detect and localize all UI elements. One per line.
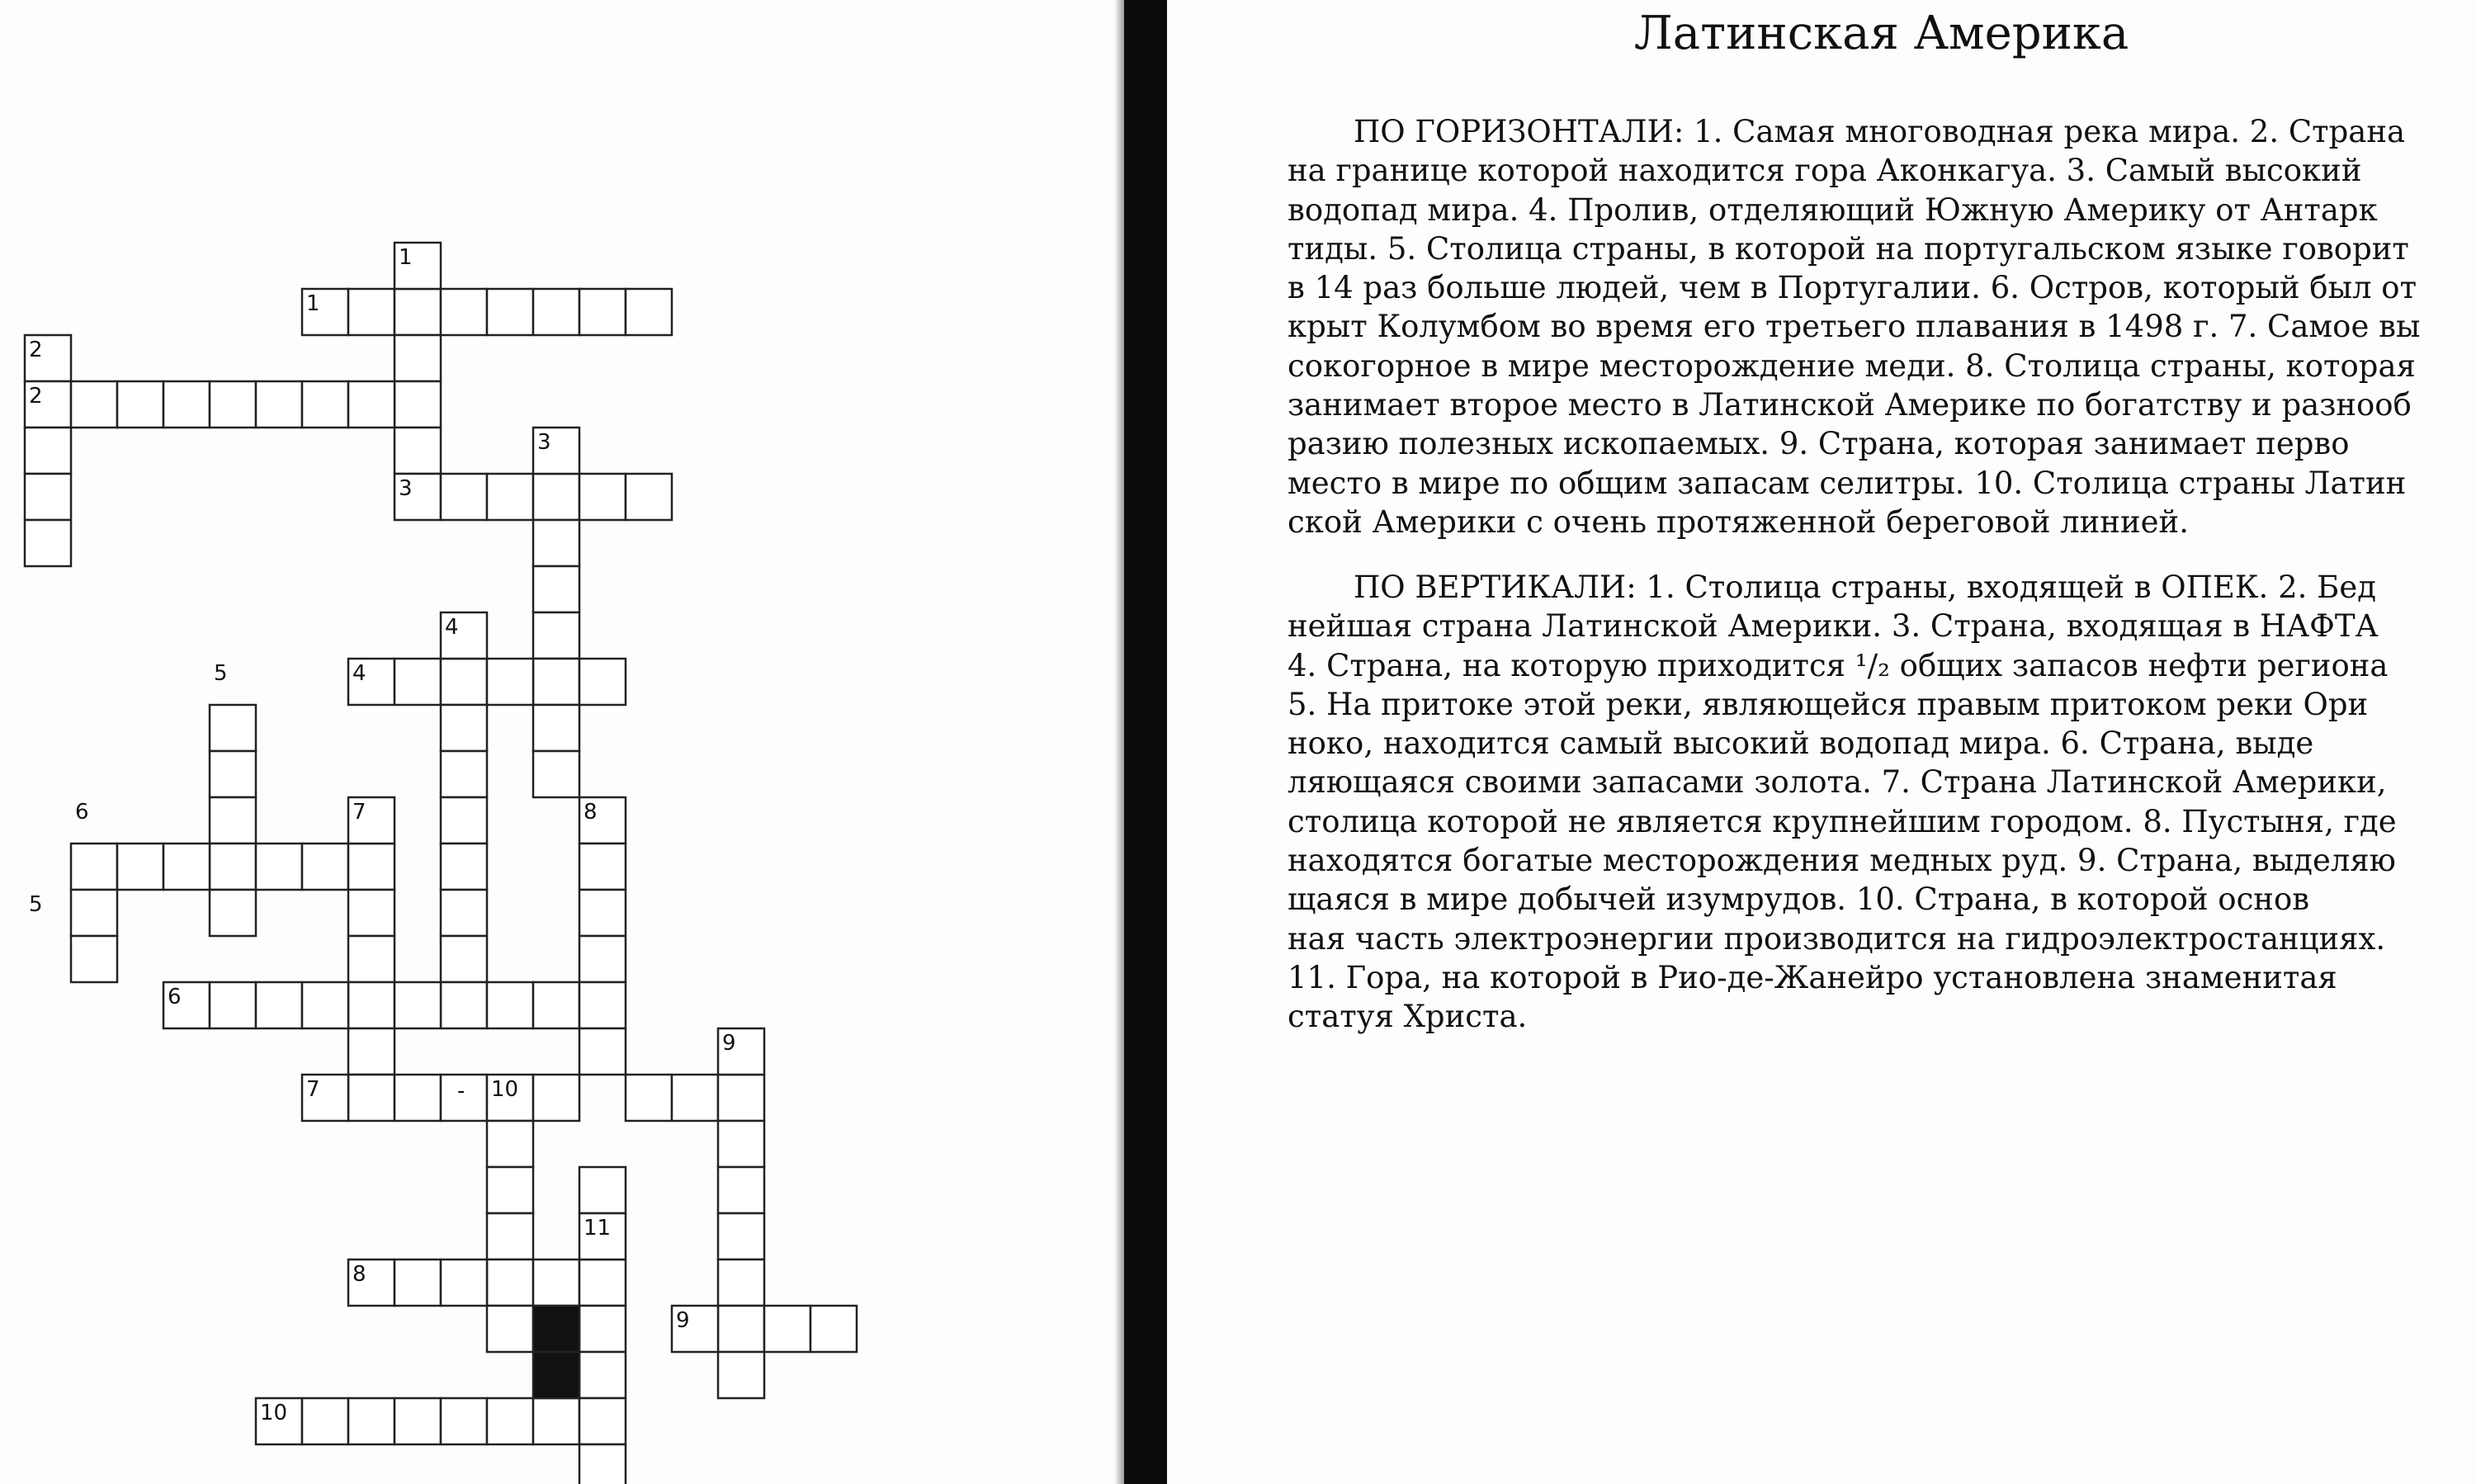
clue-number: 9	[676, 1308, 690, 1333]
page-shadow	[1114, 0, 1124, 1484]
crossword-cell[interactable]	[348, 381, 395, 428]
crossword-cell[interactable]	[441, 936, 487, 982]
crossword-cell[interactable]	[348, 289, 395, 335]
across-clue-line: на границе которой находится гора Аконкагуа. 3. Самый высокий	[1288, 153, 2362, 189]
crossword-cell[interactable]	[302, 381, 348, 428]
crossword-cell[interactable]	[533, 705, 579, 751]
crossword-cell[interactable]	[718, 1352, 764, 1398]
crossword-cell[interactable]	[718, 1167, 764, 1213]
crossword-cell[interactable]	[533, 982, 579, 1028]
crossword-cell[interactable]	[395, 289, 441, 335]
across-clue-line: разию полезных ископаемых. 9. Страна, которая занимает перво	[1288, 426, 2350, 462]
crossword-cell[interactable]	[348, 936, 395, 982]
crossword-cell[interactable]	[441, 751, 487, 797]
crossword-cell[interactable]	[718, 1121, 764, 1167]
crossword-cell[interactable]	[210, 705, 256, 751]
crossword-cell[interactable]	[395, 428, 441, 474]
crossword-cell[interactable]	[487, 659, 533, 705]
crossword-cell[interactable]	[71, 936, 117, 982]
crossword-cell[interactable]	[302, 982, 348, 1028]
crossword-cell[interactable]	[441, 705, 487, 751]
crossword-cell[interactable]	[579, 936, 626, 982]
crossword-cell[interactable]	[441, 474, 487, 520]
crossword-cell[interactable]	[533, 289, 579, 335]
crossword-cell[interactable]	[256, 844, 302, 890]
across-clue-line: ПО ГОРИЗОНТАЛИ: 1. Самая многоводная река мира. 2. Страна	[1354, 114, 2406, 149]
crossword-cell[interactable]	[210, 890, 256, 936]
crossword-cell[interactable]	[441, 289, 487, 335]
crossword-cell[interactable]	[395, 659, 441, 705]
crossword-cell[interactable]	[626, 474, 672, 520]
clue-number: 6	[75, 800, 89, 825]
crossword-cell[interactable]	[71, 844, 117, 890]
crossword-cell[interactable]	[579, 982, 626, 1028]
across-clue-line: тиды. 5. Столица страны, в которой на португальском языке говорит	[1288, 230, 2409, 267]
crossword-cell[interactable]	[256, 381, 302, 428]
crossword-cell[interactable]	[487, 1398, 533, 1444]
crossword-cell[interactable]	[533, 751, 579, 797]
crossword-cell[interactable]	[487, 1260, 533, 1306]
crossword-cell[interactable]	[348, 1028, 395, 1075]
clue-number: 11	[584, 1216, 612, 1241]
down-clue-line: ПО ВЕРТИКАЛИ: 1. Столица страны, входящей в ОПЕК. 2. Бед	[1354, 569, 2376, 605]
crossword-cell[interactable]	[348, 1075, 395, 1121]
across-clue-line: сокогорное в мире месторождение меди. 8. Столица страны, которая	[1288, 347, 2416, 384]
crossword-cell[interactable]	[579, 659, 626, 705]
clue-number: 7	[352, 800, 366, 825]
crossword-cell[interactable]	[210, 381, 256, 428]
crossword-cell[interactable]	[487, 982, 533, 1028]
page-title: Латинская Америка	[1634, 7, 2129, 60]
crossword-cell[interactable]	[395, 982, 441, 1028]
crossword-cell[interactable]	[71, 890, 117, 936]
hyphen-mark: -	[457, 1079, 465, 1104]
crossword-cell[interactable]	[210, 844, 256, 890]
crossword-cell[interactable]	[395, 1075, 441, 1121]
crossword-cell[interactable]	[533, 474, 579, 520]
down-clues	[1288, 568, 2468, 1037]
across-clue-line: занимает второе место в Латинской Америке по богатству и разнооб	[1288, 387, 2412, 423]
crossword-cell[interactable]	[579, 1398, 626, 1444]
down-clue-line: 4. Страна, на которую приходится ¹/₂ общих запасов нефти региона	[1288, 647, 2389, 683]
crossword-cell[interactable]	[487, 1213, 533, 1260]
crossword-cell[interactable]	[579, 289, 626, 335]
crossword-cell[interactable]	[579, 1028, 626, 1075]
crossword-cell[interactable]	[210, 982, 256, 1028]
clue-number: 3	[399, 476, 413, 501]
down-clue-line: 5. На притоке этой реки, являющейся правым притоком реки Ори	[1288, 686, 2369, 722]
crossword-cell[interactable]	[395, 1398, 441, 1444]
clue-number: 3	[537, 430, 551, 455]
crossword-cell[interactable]	[395, 335, 441, 381]
clues-page	[1288, 0, 2476, 1484]
across-clue-line: ской Америки с очень протяженной береговой линией.	[1288, 503, 2189, 540]
crossword-cell[interactable]	[672, 1075, 718, 1121]
crossword-cell[interactable]	[441, 797, 487, 844]
clue-number: 1	[399, 245, 413, 270]
crossword-grid	[0, 0, 1155, 1484]
crossword-cell[interactable]	[718, 1306, 764, 1352]
crossword-cell[interactable]	[441, 890, 487, 936]
clue-number: 8	[584, 800, 598, 825]
crossword-cell[interactable]	[348, 982, 395, 1028]
down-clue-line: нейшая страна Латинской Америки. 3. Страна, входящая в НАФТА	[1288, 608, 2379, 645]
crossword-cell[interactable]	[579, 1260, 626, 1306]
clue-number: 6	[168, 985, 182, 1009]
crossword-cell[interactable]	[579, 890, 626, 936]
crossword-cell[interactable]	[533, 520, 579, 566]
crossword-cell[interactable]	[163, 844, 210, 890]
clue-number: 1	[306, 291, 320, 316]
clue-number: 7	[306, 1077, 320, 1102]
crossword-cell[interactable]	[487, 474, 533, 520]
crossword-cell[interactable]	[25, 520, 71, 566]
crossword-cell[interactable]	[348, 890, 395, 936]
crossword-cell[interactable]	[348, 844, 395, 890]
crossword-block	[533, 1306, 579, 1352]
crossword-cell[interactable]	[579, 844, 626, 890]
clue-number: 8	[352, 1262, 366, 1287]
across-clue-line: место в мире по общим запасам селитры. 10. Столица страны Латин	[1288, 465, 2407, 501]
crossword-cell[interactable]	[117, 381, 163, 428]
across-clue-line: в 14 раз больше людей, чем в Португалии. 6. Остров, который был от	[1288, 270, 2417, 306]
book-binding	[1124, 0, 1167, 1484]
crossword-cell[interactable]	[25, 474, 71, 520]
across-clue-line: водопад мира. 4. Пролив, отделяющий Южную Америку от Антарк	[1288, 191, 2378, 228]
down-clue-line: 11. Гора, на которой в Рио-де-Жанейро установлена знаменитая	[1288, 959, 2337, 995]
crossword-cell[interactable]	[302, 844, 348, 890]
crossword-cell[interactable]	[441, 844, 487, 890]
crossword-cell[interactable]	[487, 1306, 533, 1352]
clue-number: 4	[445, 615, 459, 640]
crossword-cell[interactable]	[579, 1444, 626, 1484]
crossword-cell[interactable]	[579, 1306, 626, 1352]
crossword-cell[interactable]	[441, 659, 487, 705]
clue-number: 5	[29, 892, 43, 917]
crossword-cell[interactable]	[810, 1306, 857, 1352]
crossword-cell[interactable]	[210, 797, 256, 844]
crossword-cell[interactable]	[117, 844, 163, 890]
crossword-cell[interactable]	[626, 289, 672, 335]
down-clue-line: ная часть электроэнергии производится на гидроэлектростанциях.	[1288, 920, 2386, 957]
crossword-cell[interactable]	[533, 1075, 579, 1121]
crossword-cell[interactable]	[441, 982, 487, 1028]
crossword-cell[interactable]	[533, 1260, 579, 1306]
crossword-cell[interactable]	[533, 566, 579, 612]
down-clue-line: ноко, находится самый высокий водопад мира. 6. Страна, выде	[1288, 725, 2314, 762]
clue-number: 5	[214, 661, 228, 686]
clue-number: 2	[29, 384, 43, 409]
crossword-cell[interactable]	[718, 1075, 764, 1121]
crossword-cell[interactable]	[487, 1121, 533, 1167]
crossword-cell[interactable]	[441, 1398, 487, 1444]
crossword-cell[interactable]	[395, 1260, 441, 1306]
crossword-cell[interactable]	[487, 1167, 533, 1213]
crossword-cell[interactable]	[579, 1167, 626, 1213]
crossword-cell[interactable]	[579, 474, 626, 520]
clue-number: 4	[352, 661, 366, 686]
across-clues	[1288, 112, 2468, 541]
crossword-cell[interactable]	[441, 1260, 487, 1306]
crossword-cell[interactable]	[533, 659, 579, 705]
crossword-block	[533, 1352, 579, 1398]
crossword-cell[interactable]	[626, 1075, 672, 1121]
down-clue-line: находятся богатые месторождения медных руд. 9. Страна, выделяю	[1288, 843, 2396, 879]
crossword-cell[interactable]	[71, 381, 117, 428]
down-clue-line: ляющаяся своими запасами золота. 7. Страна Латинской Америки,	[1288, 764, 2387, 801]
crossword-cell[interactable]	[210, 751, 256, 797]
crossword-cell[interactable]	[302, 1398, 348, 1444]
crossword-cell[interactable]	[348, 1398, 395, 1444]
down-clue-line: статуя Христа.	[1288, 999, 1528, 1035]
crossword-cell[interactable]	[395, 381, 441, 428]
crossword-cell[interactable]	[718, 1213, 764, 1260]
down-clue-line: щаяся в мире добычей изумрудов. 10. Страна, в которой основ	[1288, 881, 2310, 918]
crossword-cell[interactable]	[487, 289, 533, 335]
clue-number: 10	[260, 1401, 288, 1425]
crossword-cell[interactable]	[533, 1398, 579, 1444]
clue-number: 9	[722, 1031, 736, 1056]
crossword-cell[interactable]	[764, 1306, 810, 1352]
clue-number: 10	[491, 1077, 519, 1102]
crossword-cell[interactable]	[718, 1260, 764, 1306]
crossword-cell[interactable]	[533, 612, 579, 659]
crossword-cell[interactable]	[25, 428, 71, 474]
down-clue-line: столица которой не является крупнейшим городом. 8. Пустыня, где	[1288, 803, 2397, 839]
crossword-cell[interactable]	[163, 381, 210, 428]
clue-number: 2	[29, 338, 43, 362]
crossword-cell[interactable]	[256, 982, 302, 1028]
across-clue-line: крыт Колумбом во время его третьего плавания в 1498 г. 7. Самое вы	[1288, 309, 2421, 345]
crossword-cell[interactable]	[579, 1352, 626, 1398]
